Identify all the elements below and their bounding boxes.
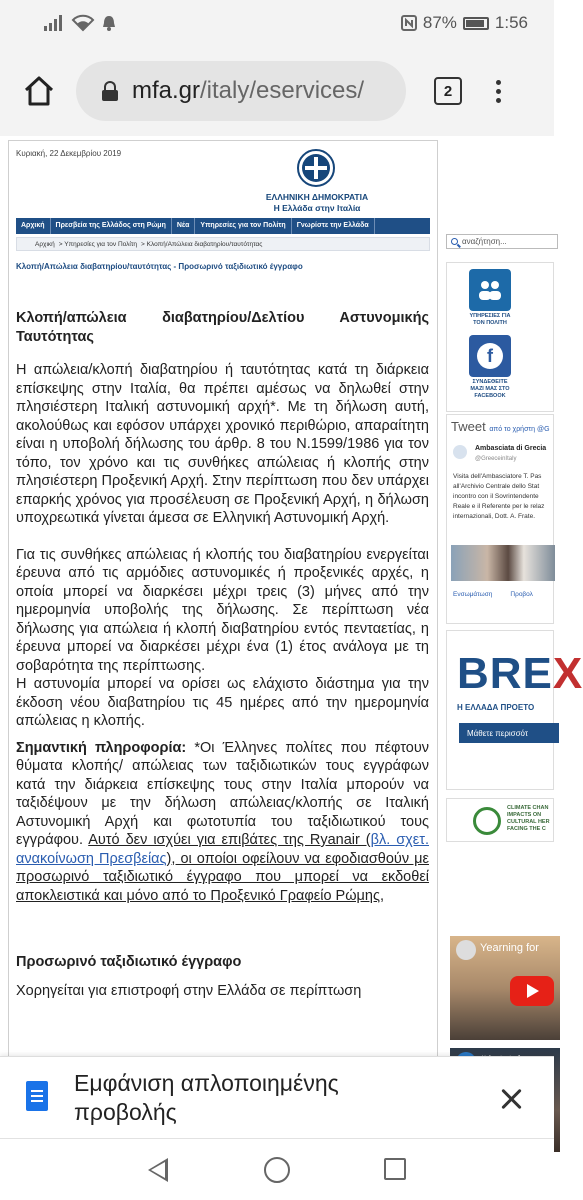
tweet-line: all'Archivio Centrale dello Stat: [453, 483, 540, 490]
address-bar[interactable]: [76, 61, 406, 121]
home-circle-icon[interactable]: [264, 1157, 290, 1183]
important-info-label: Σημαντική πληροφορία:: [16, 739, 187, 756]
important-info: [16, 739, 429, 906]
lock-icon: [102, 81, 118, 101]
tweet-title: Tweet: [451, 419, 486, 434]
tweet-line: Visita dell'Ambasciatore T. Pas: [453, 473, 542, 480]
citizen-services-label: ΥΠΗΡΕΣΙΕΣ ΓΙΑ ΤΟΝ ΠΟΛΙΤΗ: [469, 313, 511, 326]
simplified-view-text[interactable]: Εμφάνιση απλοποιημένης προβολής: [74, 1070, 339, 1125]
recent-apps-icon[interactable]: [384, 1158, 406, 1180]
ryanair-note-start: Αυτό δεν ισχύει για επιβάτες της Ryanair (: [88, 832, 371, 848]
embassy-announcement-link[interactable]: βλ. σχετ. ανακοίνωση Πρεσβείας: [16, 832, 429, 867]
article: [16, 309, 429, 1000]
tweet-line: internazionali, Dott. A. Frate.: [453, 513, 536, 520]
twitter-widget: [446, 414, 554, 624]
tweet-actions: [453, 591, 533, 598]
browser-menu-button[interactable]: [496, 80, 501, 103]
breadcrumb: [16, 237, 430, 251]
search-icon: [451, 238, 458, 245]
home-icon: [23, 76, 55, 106]
greek-emblem-icon: [296, 148, 336, 188]
climate-text: [507, 805, 550, 833]
youtube-play-icon[interactable]: [510, 976, 554, 1006]
climate-line: FACING THE C: [507, 826, 546, 832]
system-navigation-bar: [0, 1138, 554, 1200]
tweet-line: Reale e il Referente per le relaz: [453, 503, 545, 510]
article-paragraph-3: Η αστυνομία μπορεί να ορίσει ως ελάχιστο διάστημα για την έκδοση νέου διαβατηρίου τις 45 ημέρες από την ημερομηνία απώλειας η κλοπής.: [16, 676, 429, 729]
brexit-learn-more-button[interactable]: Μάθετε περισσότ: [459, 723, 559, 743]
nav-embassy[interactable]: Πρεσβεία της Ελλάδος στη Ρώμη: [51, 218, 172, 234]
home-button[interactable]: [18, 70, 60, 112]
citizen-services-tile[interactable]: [469, 269, 511, 311]
wifi-icon: [72, 15, 94, 31]
important-info-text: *Οι Έλληνες πολίτες που πέφτουν θύματα κλοπής/ απώλειας των ταξιδιωτικών τους εγγράφων κατά την διάρκεια επίσκεψης τους στην Ιταλία μπορούν να ταξιδέψουν με την δήλωση απώλειας/κλοπής σε Ιταλική Αστυνομική Αρχή και φωτοτυπία του ταξιδιωτικού τους εγγράφου.: [16, 739, 429, 848]
climate-line: CULTURAL HER: [507, 819, 550, 825]
facebook-label: ΣΥΝΔΕΘΕΙΤΕ ΜΑΖΙ ΜΑΣ ΣΤΟ FACEBOOK: [470, 379, 510, 399]
climate-line: CLIMATE CHAN: [507, 805, 549, 811]
page-date: Κυριακή, 22 Δεκεμβρίου 2019: [16, 149, 122, 158]
bell-icon: [102, 15, 116, 31]
brexit-word: [457, 649, 583, 699]
temporary-document-heading: Προσωρινό ταξιδιωτικό έγγραφο: [16, 954, 242, 970]
browser-toolbar: [0, 46, 554, 136]
brexit-word-b: X: [552, 649, 583, 698]
battery-percent: 87%: [422, 13, 457, 32]
facebook-tile[interactable]: [469, 335, 511, 377]
facebook-icon: f: [477, 343, 503, 369]
close-icon[interactable]: [500, 1087, 524, 1111]
service-tiles: [446, 262, 554, 412]
page-subtitle: Κλοπή/Απώλεια διαβατηρίου/ταυτότητας - Προσωρινό ταξιδιωτικό έγγραφο: [16, 262, 303, 271]
nav-home[interactable]: Αρχική: [16, 218, 51, 234]
status-left: [44, 15, 116, 31]
status-bar: [0, 0, 554, 46]
important-info-end: ,: [379, 887, 384, 904]
climate-line: IMPACTS ON: [507, 812, 542, 818]
breadcrumb-home[interactable]: Αρχική: [35, 240, 55, 248]
nfc-icon: [401, 15, 417, 31]
battery-icon: [463, 17, 489, 30]
article-heading: Κλοπή/απώλεια διαβατηρίου/Δελτίου Αστυνομικής Ταυτότητας: [16, 310, 429, 345]
video-1-title: Yearning for: [480, 942, 539, 954]
back-icon[interactable]: [148, 1158, 168, 1182]
search-placeholder: αναζήτηση...: [462, 237, 507, 246]
url-host: mfa.gr: [132, 77, 201, 104]
signal-icon: [44, 15, 64, 31]
nav-news[interactable]: Νέα: [172, 218, 196, 234]
nav-discover-greece[interactable]: Γνωρίστε την Ελλάδα: [292, 218, 375, 234]
breadcrumb-services[interactable]: > Υπηρεσίες για τον Πολίτη: [58, 240, 138, 248]
tweet-image[interactable]: [451, 545, 555, 581]
brexit-subtitle: Η ΕΛΛΑΔΑ ΠΡΟΕΤΟ: [457, 703, 535, 712]
people-icon: [477, 279, 503, 301]
article-paragraph-2: Για τις συνθήκες απώλειας ή κλοπής του διαβατηρίου ενεργείται έρευνα από τις αρμόδιες αστυνομικές ή προξενικές αρχές, η οποία μπορεί να διαρκέσει μέχρι τρεις (3) μήνες από την ημερομηνία υποβολής της δήλωσης. Σε περίπτωση νέα δήλωσης για απώλεια ή κλοπή διαβατηρίου εντός πενταετίας, η έρευνα μπορεί να διαρκέσει μέχρι ένα (1) έτος ανάλογα με τη σοβαρότητα της περίπτωσης.: [16, 546, 429, 674]
article-paragraph-1: Η απώλεια/κλοπή διαβατηρίου ή ταυτότητας κατά τη διάρκεια επίσκεψης στην Ιταλία, θα πρέπει αμέσως να δηλωθεί στην πλησιέστερη Ιταλική αστυνομική αρχή*. Με τη δήλωση αυτή, ακολούθως και εφόσον υπάρχει χρονικό περιθώριο, απαραίτητη είναι η υποβολή δήλωσης του άρθρ. 8 του Ν.1599/1986 για τον τόπο, τον χρόνο και τις συνθήκες απώλειας ή κλοπής στην πλησιέστερη Προξενική Αρχή. Στην περίπτωση που δεν υπάρχει επαρκής χρόνος για προσέλευση σε Προξενική Αρχή, η δήλωση υποχρεωτικά γίνεται άμεσα σε Ελληνική Αστυνομική Αρχή.: [16, 362, 429, 526]
tweet-embed-link[interactable]: Ενσωμάτωση: [453, 591, 493, 598]
site-nav: [16, 218, 430, 234]
tweet-text: [453, 472, 557, 522]
tab-switcher-button[interactable]: 2: [434, 77, 462, 105]
nav-citizen-services[interactable]: Υπηρεσίες για τον Πολίτη: [195, 218, 291, 234]
simplified-view-banner[interactable]: [0, 1056, 554, 1138]
tweet-view-link[interactable]: Προβολ: [510, 591, 533, 598]
sidebar: [446, 234, 583, 954]
tweet-author-name[interactable]: Ambasciata di Grecia: [475, 445, 547, 452]
climate-logo-icon: [473, 807, 501, 835]
video-1-badge: [456, 940, 476, 960]
tweet-author-handle: @GreeceinItaly: [475, 456, 517, 462]
video-1[interactable]: [450, 936, 560, 1040]
clock: 1:56: [494, 13, 528, 32]
url-path: /italy/eservices/: [200, 77, 365, 104]
tweet-header: [451, 419, 550, 434]
brexit-word-a: BRE: [457, 649, 553, 698]
ryanair-note-end: ), οι οποίοι οφείλουν να εφοδιασθούν με προσωρινό ταξιδιωτικό έγγραφο που μπορεί να εκδοθεί αποκλειστικά και μόνο από το Προξενικό Γραφείο Ρώμης: [16, 850, 429, 904]
tweet-by[interactable]: από το χρήστη @G: [489, 426, 550, 433]
climate-banner[interactable]: [446, 798, 554, 842]
tweet-line: incontro con il Sovrintendente: [453, 493, 539, 500]
brexit-banner[interactable]: [446, 630, 583, 790]
status-right: [401, 13, 528, 33]
government-title-line2: Η Ελλάδα στην Ιταλία: [273, 203, 361, 213]
web-content: [0, 136, 583, 1056]
document-icon: [26, 1081, 48, 1111]
government-title-line1: ΕΛΛΗΝΙΚΗ ΔΗΜΟΚΡΑΤΙΑ: [265, 192, 369, 202]
government-title: [232, 192, 402, 214]
article-cut-line: Χορηγείται για επιστροφή στην Ελλάδα σε περίπτωση: [16, 982, 362, 999]
search-input[interactable]: [446, 234, 558, 249]
breadcrumb-current: > Κλοπή/Απώλεια διαβατηρίου/ταυτότητας: [141, 240, 263, 248]
